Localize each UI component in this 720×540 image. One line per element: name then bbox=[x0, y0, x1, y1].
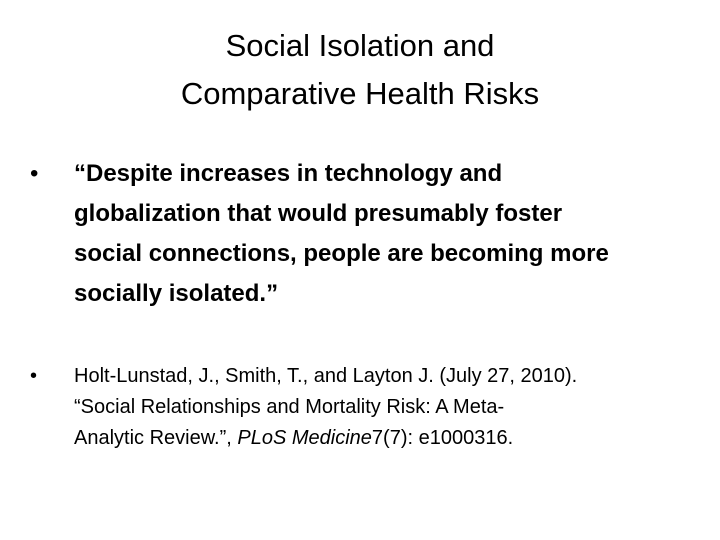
bullet-marker: • bbox=[30, 160, 39, 187]
title-line: Comparative Health Risks bbox=[180, 76, 540, 111]
reference-citation: 7(7): e1000316. bbox=[371, 427, 514, 449]
reference-text-prefix: Analytic Review.”, bbox=[74, 427, 238, 449]
reference-line: “Social Relationships and Mortality Risk: A Meta- bbox=[74, 396, 505, 418]
title-line: Social Isolation and bbox=[225, 28, 495, 63]
quote-text bbox=[74, 154, 690, 314]
reference-bullet bbox=[30, 361, 690, 454]
quote-bullet bbox=[30, 154, 690, 314]
slide-title bbox=[60, 22, 660, 118]
reference-line bbox=[74, 423, 690, 454]
journal-name: PLoS Medicine bbox=[237, 427, 372, 449]
quote-line: globalization that would presumably foster bbox=[74, 200, 563, 227]
quote-line: social connections, people are becoming more bbox=[74, 240, 609, 267]
reference-text bbox=[74, 361, 690, 454]
quote-line: socially isolated.” bbox=[74, 280, 279, 307]
quote-line: “Despite increases in technology and bbox=[74, 160, 503, 187]
bullet-marker: • bbox=[30, 365, 38, 387]
reference-line: Holt-Lunstad, J., Smith, T., and Layton J. (July 27, 2010). bbox=[74, 365, 578, 387]
